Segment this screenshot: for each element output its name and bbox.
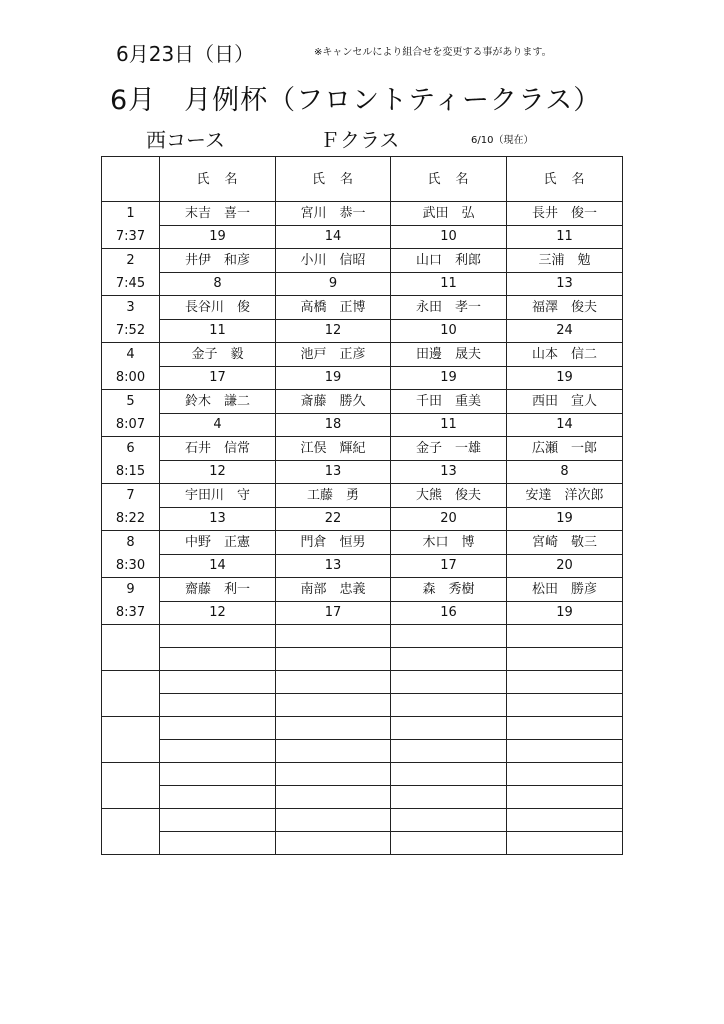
player-handicap: 19 bbox=[507, 366, 623, 390]
empty-name-cell bbox=[160, 671, 276, 694]
group-handicap-row bbox=[102, 460, 623, 484]
empty-handicap-cell bbox=[160, 786, 276, 809]
player-name: 小川 信昭 bbox=[276, 249, 391, 273]
player-handicap: 22 bbox=[276, 507, 391, 531]
empty-handicap-cell bbox=[160, 648, 276, 671]
group-name-row bbox=[102, 437, 623, 461]
empty-handicap-cell bbox=[391, 694, 507, 717]
player-name: 井伊 和彦 bbox=[160, 249, 276, 273]
empty-group-row bbox=[102, 671, 623, 694]
empty-group-row bbox=[102, 763, 623, 786]
tee-time: 8:15 bbox=[115, 464, 146, 479]
group-handicap-row bbox=[102, 507, 623, 531]
empty-group-cell bbox=[102, 809, 160, 855]
group-cell bbox=[102, 202, 160, 249]
player-name: 末吉 喜一 bbox=[160, 202, 276, 226]
player-name: 山本 信二 bbox=[507, 343, 623, 367]
empty-group-cell bbox=[102, 717, 160, 763]
empty-handicap-cell bbox=[276, 740, 391, 763]
group-number: 9 bbox=[126, 582, 135, 597]
player-handicap: 14 bbox=[507, 413, 623, 437]
player-handicap: 14 bbox=[160, 554, 276, 578]
empty-group-cell bbox=[102, 625, 160, 671]
name-column-header: 氏 名 bbox=[276, 157, 391, 202]
group-name-row bbox=[102, 531, 623, 555]
player-name: 鈴木 謙二 bbox=[160, 390, 276, 414]
course-name: 西コース bbox=[146, 128, 225, 152]
group-handicap-row bbox=[102, 366, 623, 390]
player-handicap: 17 bbox=[276, 601, 391, 625]
group-handicap-row bbox=[102, 413, 623, 437]
group-handicap-row bbox=[102, 554, 623, 578]
group-name-row bbox=[102, 390, 623, 414]
player-handicap: 11 bbox=[391, 413, 507, 437]
player-handicap: 11 bbox=[507, 225, 623, 249]
tee-time: 8:37 bbox=[115, 605, 146, 620]
player-handicap: 17 bbox=[391, 554, 507, 578]
player-name: 木口 博 bbox=[391, 531, 507, 555]
tee-time: 8:00 bbox=[115, 370, 146, 385]
empty-handicap-cell bbox=[276, 648, 391, 671]
player-name: 千田 重美 bbox=[391, 390, 507, 414]
player-handicap: 19 bbox=[391, 366, 507, 390]
empty-handicap-cell bbox=[391, 740, 507, 763]
empty-handicap-cell bbox=[507, 694, 623, 717]
empty-handicap-cell bbox=[507, 740, 623, 763]
empty-name-cell bbox=[276, 625, 391, 648]
group-number: 4 bbox=[126, 347, 135, 362]
group-number: 6 bbox=[126, 441, 135, 456]
player-handicap: 19 bbox=[160, 225, 276, 249]
empty-handicap-cell bbox=[276, 832, 391, 855]
group-cell bbox=[102, 390, 160, 437]
player-name: 工藤 勇 bbox=[276, 484, 391, 508]
empty-handicap-cell bbox=[160, 694, 276, 717]
player-name: 西田 宣人 bbox=[507, 390, 623, 414]
player-name: 齋藤 利一 bbox=[160, 578, 276, 602]
group-name-row bbox=[102, 343, 623, 367]
empty-group-row bbox=[102, 717, 623, 740]
group-cell bbox=[102, 437, 160, 484]
empty-group-row bbox=[102, 786, 623, 809]
group-cell bbox=[102, 343, 160, 390]
player-name: 門倉 恒男 bbox=[276, 531, 391, 555]
empty-group-cell bbox=[102, 671, 160, 717]
player-handicap: 17 bbox=[160, 366, 276, 390]
empty-name-cell bbox=[391, 763, 507, 786]
player-name: 高橋 正博 bbox=[276, 296, 391, 320]
tee-time: 7:52 bbox=[115, 323, 146, 338]
player-handicap: 12 bbox=[160, 460, 276, 484]
group-handicap-row bbox=[102, 601, 623, 625]
player-handicap: 8 bbox=[507, 460, 623, 484]
group-column-header bbox=[102, 157, 160, 202]
tee-time: 8:07 bbox=[115, 417, 146, 432]
empty-handicap-cell bbox=[391, 786, 507, 809]
player-handicap: 9 bbox=[276, 272, 391, 296]
group-number: 3 bbox=[126, 300, 135, 315]
player-name: 斎藤 勝久 bbox=[276, 390, 391, 414]
player-handicap: 4 bbox=[160, 413, 276, 437]
player-name: 池戸 正彦 bbox=[276, 343, 391, 367]
player-name: 武田 弘 bbox=[391, 202, 507, 226]
group-cell bbox=[102, 484, 160, 531]
cancellation-note: ※キャンセルにより組合せを変更する事があります。 bbox=[314, 47, 552, 58]
player-handicap: 10 bbox=[391, 225, 507, 249]
player-handicap: 24 bbox=[507, 319, 623, 343]
player-handicap: 19 bbox=[507, 601, 623, 625]
empty-name-cell bbox=[276, 671, 391, 694]
player-handicap: 8 bbox=[160, 272, 276, 296]
empty-name-cell bbox=[507, 809, 623, 832]
player-name: 長谷川 俊 bbox=[160, 296, 276, 320]
empty-name-cell bbox=[391, 671, 507, 694]
player-name: 金子 一雄 bbox=[391, 437, 507, 461]
empty-handicap-cell bbox=[507, 832, 623, 855]
empty-name-cell bbox=[391, 625, 507, 648]
empty-name-cell bbox=[507, 763, 623, 786]
tee-time: 8:30 bbox=[115, 558, 146, 573]
tee-time: 8:22 bbox=[115, 511, 146, 526]
empty-name-cell bbox=[507, 625, 623, 648]
empty-name-cell bbox=[160, 763, 276, 786]
group-number: 2 bbox=[126, 253, 135, 268]
group-number: 8 bbox=[126, 535, 135, 550]
empty-handicap-cell bbox=[507, 786, 623, 809]
group-handicap-row bbox=[102, 272, 623, 296]
empty-group-row bbox=[102, 832, 623, 855]
tee-time: 7:37 bbox=[115, 229, 146, 244]
player-handicap: 10 bbox=[391, 319, 507, 343]
player-handicap: 19 bbox=[507, 507, 623, 531]
pairing-table bbox=[101, 156, 623, 855]
event-date: 6月23日（日） bbox=[116, 42, 255, 66]
empty-handicap-cell bbox=[391, 648, 507, 671]
group-number: 7 bbox=[126, 488, 135, 503]
name-column-header: 氏 名 bbox=[391, 157, 507, 202]
group-name-row bbox=[102, 484, 623, 508]
player-handicap: 20 bbox=[391, 507, 507, 531]
player-name: 金子 毅 bbox=[160, 343, 276, 367]
player-name: 大熊 俊夫 bbox=[391, 484, 507, 508]
empty-name-cell bbox=[507, 671, 623, 694]
player-handicap: 16 bbox=[391, 601, 507, 625]
empty-group-row bbox=[102, 740, 623, 763]
empty-handicap-cell bbox=[160, 832, 276, 855]
group-number: 1 bbox=[126, 206, 135, 221]
group-cell bbox=[102, 249, 160, 296]
header-row bbox=[102, 157, 623, 202]
empty-name-cell bbox=[391, 717, 507, 740]
empty-name-cell bbox=[276, 717, 391, 740]
group-name-row bbox=[102, 296, 623, 320]
empty-name-cell bbox=[160, 717, 276, 740]
empty-group-cell bbox=[102, 763, 160, 809]
group-cell bbox=[102, 531, 160, 578]
player-handicap: 13 bbox=[160, 507, 276, 531]
group-number: 5 bbox=[126, 394, 135, 409]
player-name: 山口 利郎 bbox=[391, 249, 507, 273]
name-column-header: 氏 名 bbox=[160, 157, 276, 202]
name-column-header: 氏 名 bbox=[507, 157, 623, 202]
as-of-date: 6/10（現在） bbox=[471, 135, 534, 146]
empty-name-cell bbox=[160, 625, 276, 648]
player-name: 永田 孝一 bbox=[391, 296, 507, 320]
tee-time: 7:45 bbox=[115, 276, 146, 291]
player-handicap: 13 bbox=[391, 460, 507, 484]
player-name: 三浦 勉 bbox=[507, 249, 623, 273]
player-handicap: 12 bbox=[160, 601, 276, 625]
empty-group-row bbox=[102, 648, 623, 671]
group-name-row bbox=[102, 202, 623, 226]
empty-name-cell bbox=[276, 763, 391, 786]
page-title: 6月 月例杯（フロントティークラス） bbox=[110, 85, 602, 116]
player-handicap: 13 bbox=[507, 272, 623, 296]
group-handicap-row bbox=[102, 319, 623, 343]
empty-name-cell bbox=[391, 809, 507, 832]
player-handicap: 13 bbox=[276, 554, 391, 578]
player-name: 広瀬 一郎 bbox=[507, 437, 623, 461]
empty-handicap-cell bbox=[276, 786, 391, 809]
player-handicap: 18 bbox=[276, 413, 391, 437]
player-name: 南部 忠義 bbox=[276, 578, 391, 602]
empty-handicap-cell bbox=[507, 648, 623, 671]
player-name: 長井 俊一 bbox=[507, 202, 623, 226]
player-handicap: 12 bbox=[276, 319, 391, 343]
player-handicap: 19 bbox=[276, 366, 391, 390]
player-handicap: 13 bbox=[276, 460, 391, 484]
player-name: 田邊 晟夫 bbox=[391, 343, 507, 367]
player-name: 江俣 輝紀 bbox=[276, 437, 391, 461]
class-name: Ｆクラス bbox=[320, 128, 400, 152]
player-handicap: 20 bbox=[507, 554, 623, 578]
group-name-row bbox=[102, 249, 623, 273]
player-name: 宮崎 敬三 bbox=[507, 531, 623, 555]
empty-name-cell bbox=[160, 809, 276, 832]
empty-name-cell bbox=[507, 717, 623, 740]
player-name: 中野 正憲 bbox=[160, 531, 276, 555]
empty-handicap-cell bbox=[276, 694, 391, 717]
player-name: 福澤 俊夫 bbox=[507, 296, 623, 320]
player-handicap: 14 bbox=[276, 225, 391, 249]
player-name: 安達 洋次郎 bbox=[507, 484, 623, 508]
empty-name-cell bbox=[276, 809, 391, 832]
group-handicap-row bbox=[102, 225, 623, 249]
empty-group-row bbox=[102, 625, 623, 648]
empty-group-row bbox=[102, 694, 623, 717]
player-handicap: 11 bbox=[160, 319, 276, 343]
empty-handicap-cell bbox=[391, 832, 507, 855]
player-name: 松田 勝彦 bbox=[507, 578, 623, 602]
player-name: 宮川 恭一 bbox=[276, 202, 391, 226]
player-name: 石井 信常 bbox=[160, 437, 276, 461]
player-handicap: 11 bbox=[391, 272, 507, 296]
player-name: 宇田川 守 bbox=[160, 484, 276, 508]
empty-group-row bbox=[102, 809, 623, 832]
group-cell bbox=[102, 296, 160, 343]
empty-handicap-cell bbox=[160, 740, 276, 763]
player-name: 森 秀樹 bbox=[391, 578, 507, 602]
group-cell bbox=[102, 578, 160, 625]
group-name-row bbox=[102, 578, 623, 602]
